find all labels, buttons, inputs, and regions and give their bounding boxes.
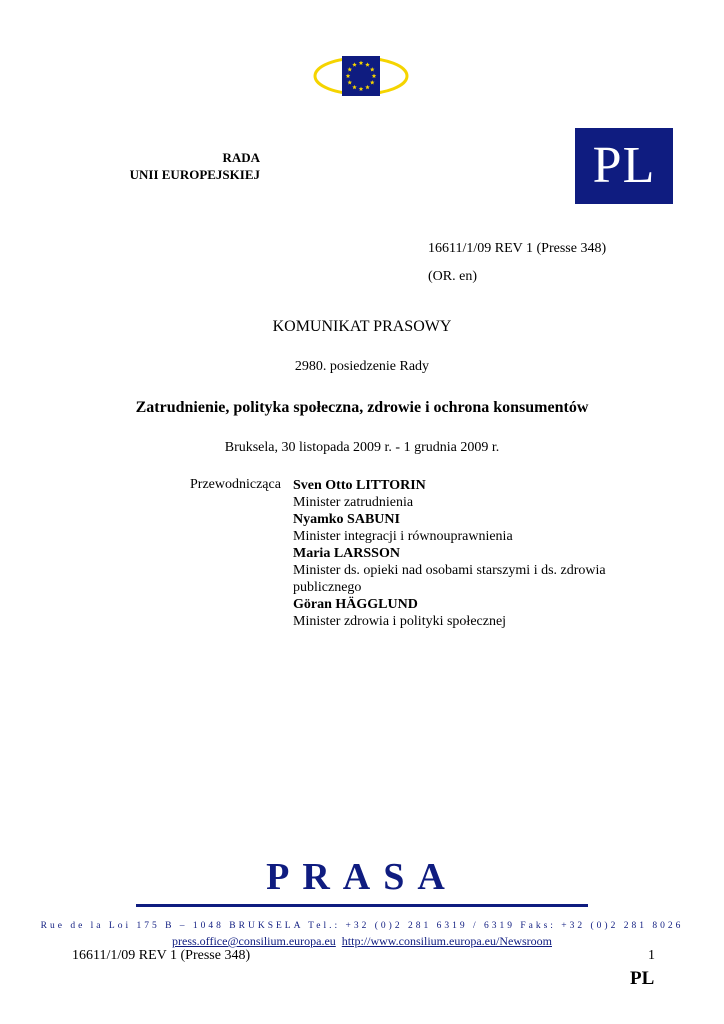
page-title: KOMUNIKAT PRASOWY [272, 318, 452, 335]
eu-emblem-icon [312, 50, 410, 102]
minister-name: Göran HÄGGLUND [293, 597, 418, 612]
website-link[interactable]: http://www.consilium.europa.eu/Newsroom [341, 934, 552, 948]
email-link[interactable]: press.office@consilium.europa.eu [172, 934, 336, 948]
press-heading: PRASA [266, 856, 458, 898]
minister-role: Minister zdrowia i polityki społecznej [293, 614, 507, 629]
minister-name: Nyamko SABUNI [293, 512, 400, 527]
footer-divider [136, 904, 588, 907]
dateline: Bruksela, 30 listopada 2009 r. - 1 grudnia 2009 r. [224, 440, 500, 455]
session-number: 2980. posiedzenie Rady [294, 359, 430, 374]
council-name [100, 149, 260, 183]
minister-role: Minister integracji i równouprawnienia [293, 529, 513, 544]
document-number: 16611/1/09 REV 1 (Presse 348) [428, 241, 607, 256]
minister-role: Minister ds. opieki nad osobami starszymi i ds. zdrowia publicznego [293, 563, 606, 595]
contact-address: Rue de la Loi 175 B – 1048 BRUKSELA Tel.: +32 (0)2 281 6319 / 6319 Faks: +32 (0)2 281 8026 [40, 921, 684, 931]
footer-document-reference: 16611/1/09 REV 1 (Presse 348) [72, 948, 251, 963]
language-badge: PL [575, 128, 673, 204]
council-name-line2: UNII EUROPEJSKIEJ [129, 167, 260, 182]
footer-language-code: PL [630, 968, 655, 989]
minister-role: Minister zatrudnienia [293, 495, 414, 510]
page-number: 1 [648, 948, 655, 963]
minister-name: Maria LARSSON [293, 546, 400, 561]
document-reference [428, 235, 606, 291]
presidency-label: Przewodnicząca [190, 477, 281, 492]
minister-list [293, 477, 633, 630]
minister-name: Sven Otto LITTORIN [293, 478, 426, 493]
meeting-subject: Zatrudnienie, polityka społeczna, zdrowie i ochrona konsumentów [135, 399, 589, 416]
contact-links [0, 934, 724, 949]
original-language: (OR. en) [428, 269, 477, 284]
council-name-line1: RADA [222, 150, 260, 165]
